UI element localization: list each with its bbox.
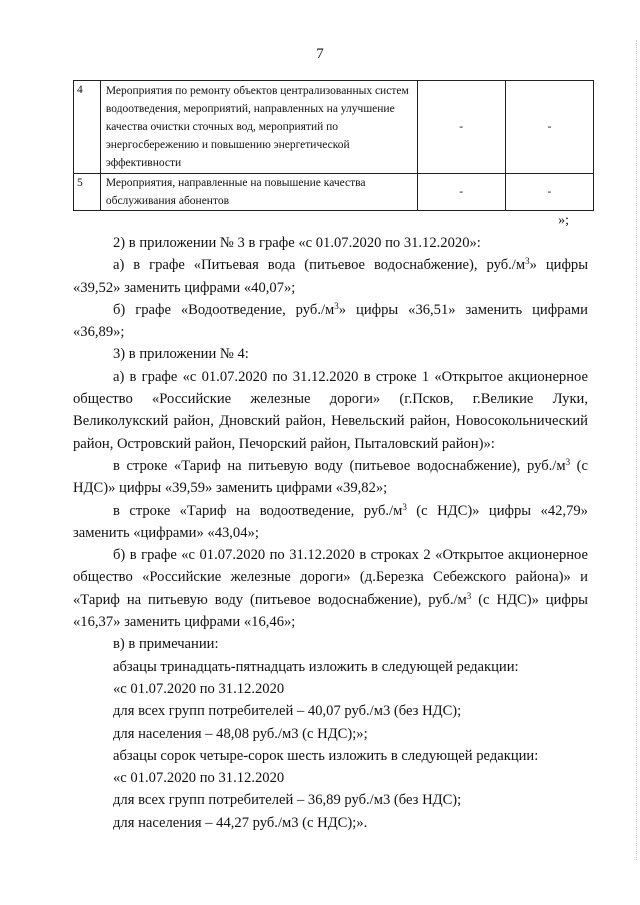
paragraph: б) графе «Водоотведение, $руб./м^3$» цифры «36,51» заменить цифрами «36,89»; [73,300,588,341]
row-value-2: - [505,174,593,211]
scan-edge [635,40,637,860]
paragraph: абзацы тринадцать-пятнадцать изложить в следующей редакции: [113,658,519,675]
paragraph: для населения – 48,08 руб./м3 (с НДС);»; [113,725,368,742]
paragraph: в) в примечании: [113,636,219,653]
paragraph: а) в графе «с 01.07.2020 по 31.12.2020 в строке 1 «Открытое акционерное общество «Российские железные дороги» (г.Псков, г.Великие Луки, Великолукский район, Дновский район, Невельский район, Новосокольнический район, Островский район, Печорский район, Пыталовский район)»: [73,368,588,452]
measures-table [73,80,594,211]
document-body [73,232,588,834]
paragraph: б) в графе «с 01.07.2020 по 31.12.2020 в строках 2 «Открытое акционерное общество «Российские железные дороги» (д.Березка Себежского района)» и «Тариф на питьевую воду (питьевое водоснабжение), $руб./м^3$ (с НДС)» цифры «16,37» заменить цифрами «16,46»; [73,547,588,631]
paragraph: в строке «Тариф на водоотведение, $руб./м^3$ (с НДС)» цифры «42,79» заменить «цифрами» «43,04»; [73,501,588,541]
paragraph: абзацы сорок четыре-сорок шесть изложить в следующей редакции: [113,747,539,764]
page-number: 7 [316,46,324,62]
paragraph: 3) в приложении № 4: [113,346,249,363]
paragraph: для всех групп потребителей – 36,89 руб./м3 (без НДС); [113,792,462,809]
table-row [74,174,594,211]
closing-quote: »; [558,213,569,228]
row-description: Мероприятия по ремонту объектов централизованных систем водоотведения, мероприятий, направленных на улучшение качества очистки сточных вод, мероприятий по энергосбережению и повышению энергетической эффективности [100,81,417,174]
paragraph: «с 01.07.2020 по 31.12.2020 [113,770,285,787]
paragraph: для всех групп потребителей – 40,07 руб./м3 (без НДС); [113,703,462,720]
row-value-1: - [417,174,505,211]
paragraph: а) в графе «Питьевая вода (питьевое водоснабжение), $руб./м^3$» цифры «39,52» заменить цифрами «40,07»; [73,256,589,296]
row-number: 4 [74,81,101,174]
paragraph: 2) в приложении № 3 в графе «с 01.07.2020 по 31.12.2020»: [113,235,481,251]
table-row [74,81,594,174]
paragraph: в строке «Тариф на питьевую воду (питьевое водоснабжение), $руб./м^3$ (с НДС)» цифры «39,59» заменить цифрами «39,82»; [73,456,588,497]
paragraph: «с 01.07.2020 по 31.12.2020 [113,680,285,697]
paragraph: для населения – 44,27 руб./м3 (с НДС);». [113,814,368,831]
row-value-2: - [505,81,593,174]
row-description: Мероприятия, направленные на повышение качества обслуживания абонентов [100,174,417,211]
row-value-1: - [417,81,505,174]
row-number: 5 [74,174,101,211]
